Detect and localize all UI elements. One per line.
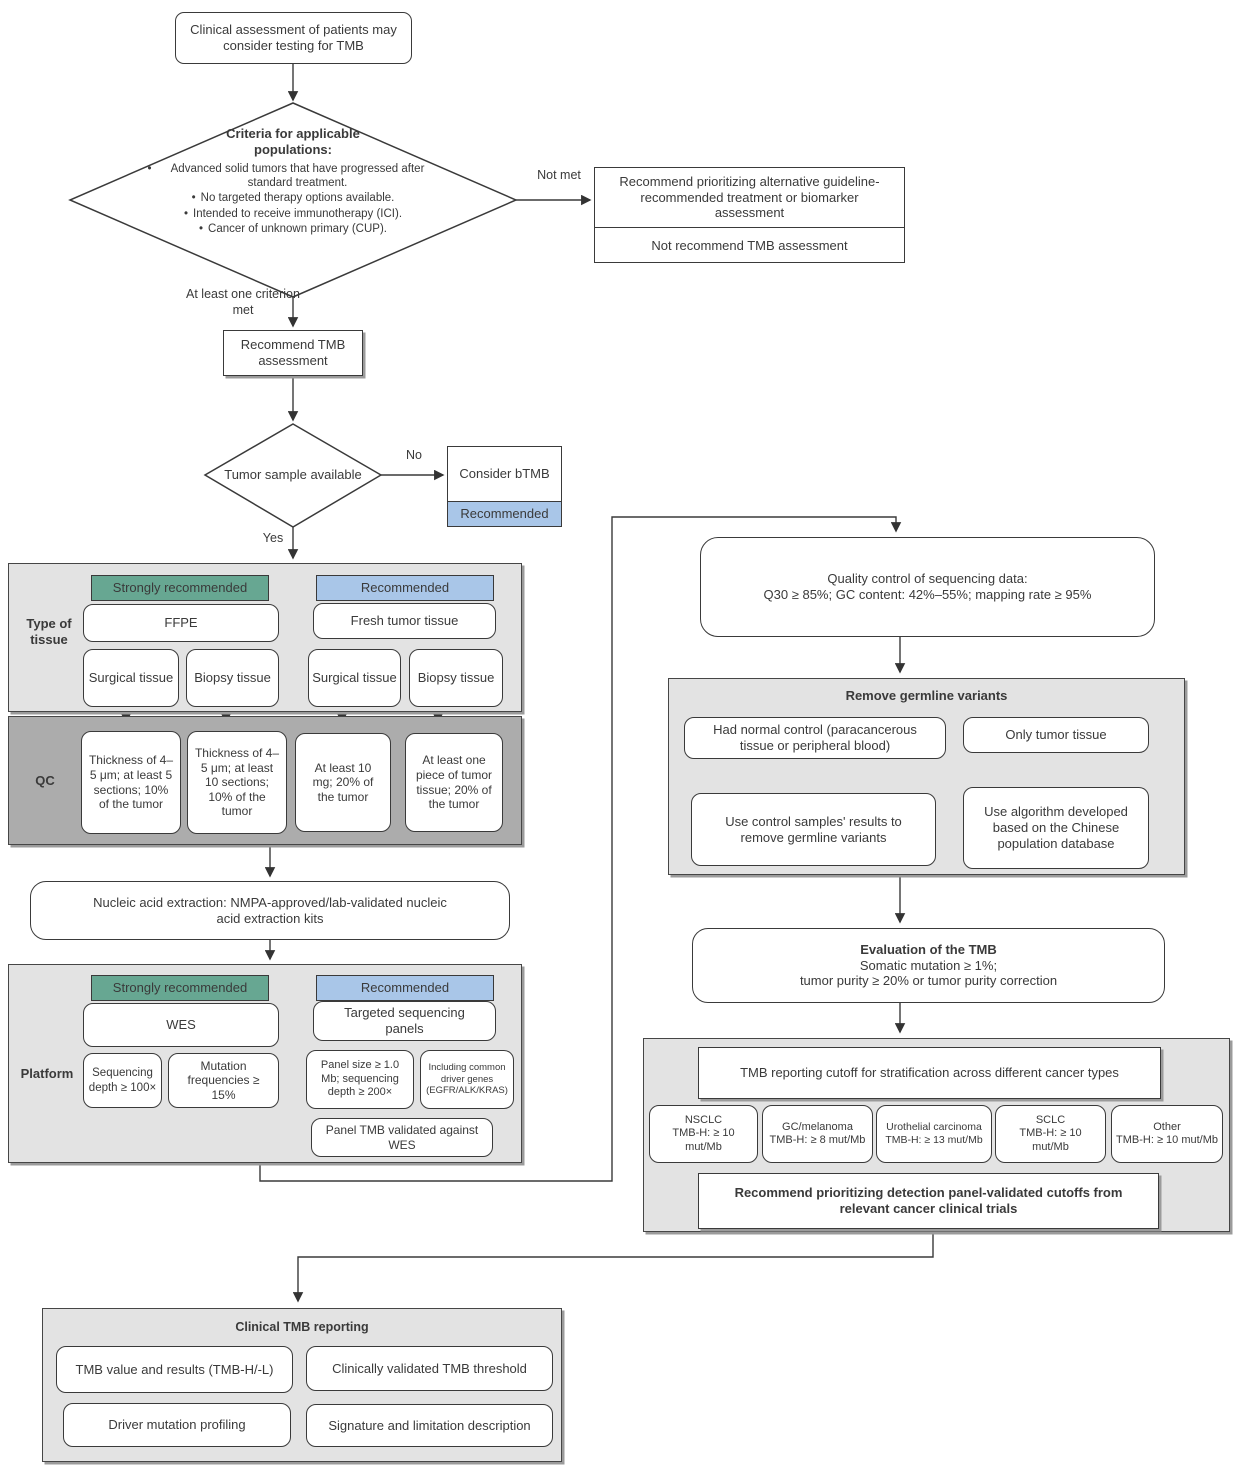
evaluation-line1: Somatic mutation ≥ 1%; bbox=[859, 957, 998, 973]
criteria-bullet-text: No targeted therapy options available. bbox=[200, 192, 395, 205]
criteria-bullet bbox=[110, 222, 476, 236]
platform-recommended-header: Recommended bbox=[316, 975, 494, 1001]
qc-fresh-biopsy-node: At least one piece of tumor tissue; 20% of the tumor bbox=[405, 733, 503, 832]
evaluation-title: Evaluation of the TMB bbox=[860, 941, 997, 957]
panel-validated-node: Panel TMB validated against WES bbox=[311, 1118, 493, 1157]
use-algorithm-node: Use algorithm developed based on the Chinese population database bbox=[963, 787, 1149, 869]
platform-panel-label: Platform bbox=[20, 1066, 74, 1082]
sequencing-qc-line2: Q30 ≥ 85%; GC content: 42%–55%; mapping rate ≥ 95% bbox=[763, 587, 1092, 602]
criteria-bullet bbox=[110, 162, 476, 191]
tissue-panel-label: Type of tissue bbox=[26, 616, 72, 647]
qc-ffpe-biopsy-node: Thickness of 4–5 μm; at least 10 sections; 10% of the tumor bbox=[187, 731, 287, 834]
platform-strongly-recommended-header: Strongly recommended bbox=[91, 975, 269, 1001]
cutoff-other-node bbox=[1111, 1105, 1223, 1163]
reporting-panel-title: Clinical TMB reporting bbox=[235, 1320, 369, 1334]
only-tumor-node: Only tumor tissue bbox=[963, 717, 1149, 753]
edge-label-at-least-one: At least one criterion met bbox=[186, 287, 300, 317]
criteria-title: Criteria for applicable populations: bbox=[226, 126, 360, 158]
qc-ffpe-surgical-node: Thickness of 4–5 μm; at least 5 sections; 10% of the tumor bbox=[81, 731, 181, 834]
cutoff-nsclc-node bbox=[649, 1105, 758, 1163]
driver-genes-node: Including common driver genes (EGFR/ALK/KRAS) bbox=[420, 1050, 514, 1109]
evaluation-node bbox=[692, 928, 1165, 1003]
not-recommend-tmb-text: Not recommend TMB assessment bbox=[651, 237, 848, 253]
nucleic-extraction-node: Nucleic acid extraction: NMPA-approved/lab-validated nucleic acid extraction kits bbox=[30, 881, 510, 940]
surgical-tissue-right-node: Surgical tissue bbox=[308, 649, 401, 707]
cutoff-panel bbox=[643, 1038, 1230, 1232]
not-met-result-box bbox=[594, 167, 905, 263]
cutoff-sclc-value: TMB-H: ≥ 10 mut/Mb bbox=[1019, 1127, 1082, 1153]
cutoff-gc-value: TMB-H: ≥ 8 mut/Mb bbox=[769, 1134, 866, 1146]
tissue-strongly-recommended-header: Strongly recommended bbox=[91, 575, 269, 601]
btmb-node bbox=[447, 446, 562, 527]
cutoff-sclc-node bbox=[995, 1105, 1106, 1163]
reporting-panel bbox=[42, 1308, 562, 1462]
criteria-bullet bbox=[110, 191, 476, 205]
biopsy-tissue-right-node: Biopsy tissue bbox=[409, 649, 503, 707]
sequencing-qc-line1: Quality control of sequencing data: bbox=[827, 571, 1028, 587]
use-control-samples-node: Use control samples' results to remove germline variants bbox=[691, 793, 936, 866]
tissue-recommended-header: Recommended bbox=[316, 575, 494, 601]
cutoff-urothelial-value: TMB-H: ≥ 13 mut/Mb bbox=[885, 1134, 983, 1146]
wes-node: WES bbox=[83, 1003, 279, 1047]
tissue-panel bbox=[8, 563, 522, 712]
biopsy-tissue-left-node: Biopsy tissue bbox=[186, 649, 279, 707]
mutation-frequency-node: Mutation frequencies ≥ 15% bbox=[168, 1053, 279, 1108]
alternative-treatment-text: Recommend prioritizing alternative guideline-recommended treatment or biomarker assessment bbox=[595, 168, 904, 228]
qc-panel-label: QC bbox=[35, 773, 55, 789]
edge-label-yes: Yes bbox=[262, 531, 284, 545]
cutoff-urothelial-name: Urothelial carcinoma bbox=[886, 1121, 982, 1134]
btmb-recommended-badge: Recommended bbox=[448, 502, 561, 526]
tumor-sample-diamond: Tumor sample available bbox=[224, 467, 362, 483]
criteria-bullet bbox=[110, 207, 476, 221]
cutoff-title-box: TMB reporting cutoff for stratification across different cancer types bbox=[698, 1047, 1161, 1099]
cutoff-nsclc-name: NSCLC bbox=[684, 1113, 723, 1126]
surgical-tissue-left-node: Surgical tissue bbox=[83, 649, 179, 707]
cutoff-gc-melanoma-node bbox=[762, 1105, 873, 1163]
qc-panel bbox=[8, 716, 522, 845]
edge-label-no: No bbox=[406, 448, 422, 462]
cutoff-other-value: TMB-H: ≥ 10 mut/Mb bbox=[1116, 1134, 1218, 1146]
criteria-bullet-text: Cancer of unknown primary (CUP). bbox=[208, 223, 387, 235]
driver-profiling-node: Driver mutation profiling bbox=[63, 1403, 291, 1447]
fresh-tissue-node: Fresh tumor tissue bbox=[313, 603, 496, 639]
germline-panel bbox=[668, 678, 1185, 875]
normal-control-node: Had normal control (paracancerous tissue or peripheral blood) bbox=[684, 717, 946, 759]
criteria-bullet-text: Intended to receive immunotherapy (ICI). bbox=[193, 207, 403, 220]
tmb-value-node: TMB value and results (TMB-H/-L) bbox=[56, 1346, 293, 1393]
bullet-icon: • bbox=[191, 192, 196, 205]
signature-limitation-node: Signature and limitation description bbox=[306, 1404, 553, 1447]
bullet-icon: • bbox=[147, 162, 152, 175]
criteria-bullets bbox=[110, 162, 476, 237]
cutoff-urothelial-node bbox=[876, 1105, 992, 1163]
platform-panel bbox=[8, 964, 522, 1163]
sequencing-depth-node: Sequencing depth ≥ 100× bbox=[83, 1053, 162, 1108]
cutoff-sclc-name: SCLC bbox=[1035, 1113, 1066, 1126]
bullet-icon: • bbox=[199, 223, 204, 235]
qc-fresh-surgical-node: At least 10 mg; 20% of the tumor bbox=[295, 733, 391, 832]
targeted-panels-node: Targeted sequencing panels bbox=[313, 1001, 496, 1041]
validated-threshold-node: Clinically validated TMB threshold bbox=[306, 1346, 553, 1391]
connector-cutoff-to-reporting bbox=[298, 1232, 933, 1301]
germline-panel-title: Remove germline variants bbox=[845, 688, 1008, 703]
sequencing-qc-node bbox=[700, 537, 1155, 637]
criteria-bullet-text: Advanced solid tumors that have progressed after standard treatment. bbox=[170, 162, 425, 189]
bullet-icon: • bbox=[183, 207, 188, 220]
cutoff-note-box: Recommend prioritizing detection panel-validated cutoffs from relevant cancer clinical trials bbox=[698, 1173, 1159, 1229]
panel-size-node: Panel size ≥ 1.0 Mb; sequencing depth ≥ 200× bbox=[306, 1050, 414, 1109]
cutoff-other-name: Other bbox=[1153, 1120, 1181, 1133]
ffpe-node: FFPE bbox=[83, 604, 279, 642]
cutoff-nsclc-value: TMB-H: ≥ 10 mut/Mb bbox=[672, 1127, 735, 1153]
start-node: Clinical assessment of patients may consider testing for TMB bbox=[175, 12, 412, 64]
recommend-tmb-node: Recommend TMB assessment bbox=[223, 330, 363, 376]
criteria-diamond bbox=[110, 126, 476, 276]
edge-label-not-met: Not met bbox=[537, 168, 581, 182]
consider-btmb-text: Consider bTMB bbox=[448, 447, 561, 502]
cutoff-gc-name: GC/melanoma bbox=[782, 1120, 853, 1133]
evaluation-line2: tumor purity ≥ 20% or tumor purity correction bbox=[799, 973, 1058, 989]
